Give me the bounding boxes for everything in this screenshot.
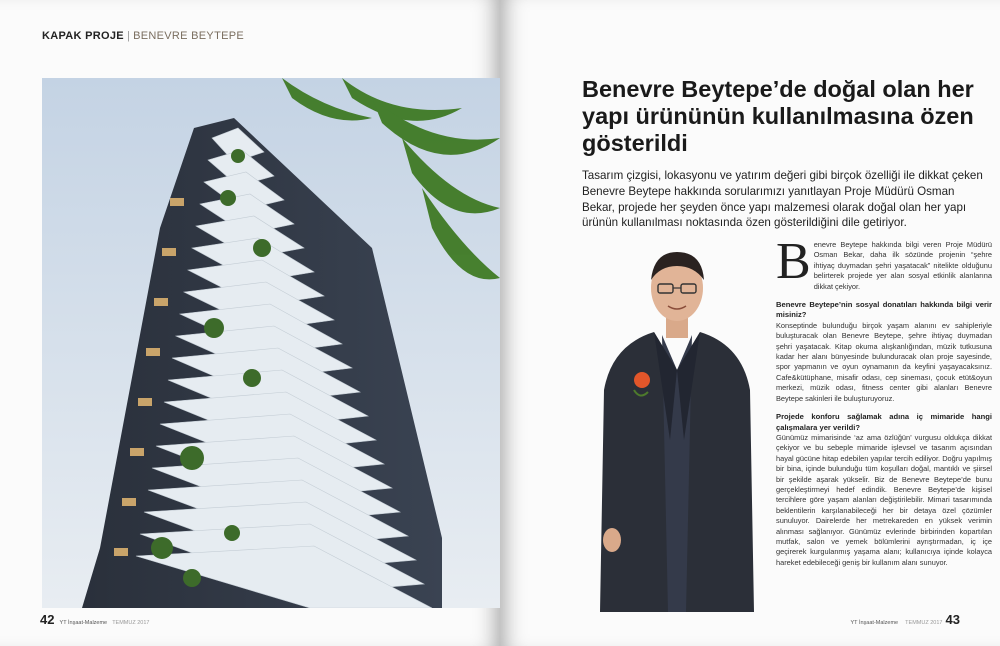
section-main: KAPAK PROJE bbox=[42, 30, 124, 42]
answer-1: Konseptinde bulunduğu birçok yaşam alanını ev sahipleriyle buluşturacak olan Benevre Beytepe, şehre ihtiyaç duymadan şehri yaşatacak. Kitap okuma alışkanlığından, müzik tutkusuna kadar her alanı bünyesinde bulunduracak olan proje sayesinde, spor yapmanın ve oyun oynamanın da keyfini yaşayacaksınız. Cafe&kütüphane, misafir odası, cep sineması, çocuk etüt&oyun merkezi, müzik odası, fitness center gibi alanları Benevre Beytepe sakinleri ile buluşturuyoruz. bbox=[776, 320, 992, 403]
question-1: Benevre Beytepe’nin sosyal donatıları hakkında bilgi verir misiniz? bbox=[776, 300, 992, 320]
section-label bbox=[42, 30, 244, 42]
magazine-name: YT İnşaat-Malzeme bbox=[850, 620, 899, 626]
folio-right bbox=[851, 612, 960, 627]
answer-2: Günümüz mimarisinde ‘az ama özlüğün’ vurgusu oldukça dikkat çekiyor ve bu sebeple mimaride işlevsel ve tasarım açısından hayal gücüne hitap edebilen yapılar tercih ediliyor. Doğru yapılmış bir bina, içinde bulunduğu tüm koşulları doğal, mantıklı ve şiirsel bir şekilde aşarak yükselir. Biz de Benevre Beytepe’de bunu gerçekleştirmeyi hedef edindik. Benevre Beytepe’de kişisel tercihlere göre yaşam alanları değiştirilebilir. Mimari tasarımında beklentilerin karşılanabileceği her bir detaya özel çözümler sunuluyor. Dairelerde her metrekareden en yüksek verimin alınması sağlanıyor. Günümüz evlerinde birbirinden kopartılan mutfak, salon ve yemek bölümlerini ayrıştırmadan, iç içe geçirerek kurgulanmış yaşama alanı; kullanıcıya içinde kolayca hareket edebileceği geniş bir kullanım alanı sunuyor. bbox=[776, 432, 992, 567]
portrait-illustration bbox=[582, 240, 772, 612]
building-photo bbox=[42, 78, 500, 608]
page-number: 43 bbox=[945, 612, 960, 627]
issue-date: TEMMUZ 2017 bbox=[905, 620, 943, 626]
building-illustration bbox=[42, 78, 500, 608]
section-separator: | bbox=[126, 30, 131, 42]
intro-paragraph bbox=[776, 233, 992, 292]
drop-cap: B bbox=[776, 233, 811, 290]
article-lead: Tasarım çizgisi, lokasyonu ve yatırım değeri gibi birçok özelliği ile dikkat çeken Benevre Beytepe hakkında sorularımızı yanıtlayan Proje Müdürü Osman Bekar, projede her şeyden önce yapı malzemesi olarak doğal olan her yapı ürünün kullanılması noktasında özen gösterildiğini dile getiriyor. bbox=[582, 169, 983, 230]
section-sub: BENEVRE BEYTEPE bbox=[133, 30, 244, 42]
article-headline: Benevre Beytepe’de doğal olan her yapı ürününün kullanılmasına özen gösterildi bbox=[582, 76, 974, 156]
issue-date: TEMMUZ 2017 bbox=[112, 620, 150, 626]
intro-text: enevre Beytepe hakkında bilgi veren Proje Müdürü Osman Bekar, daha ilk sözünde projenin “şehre ihtiyaç duymadan şehri yaşatacak” nitelikte olduğunu belirterek projede yer alan sosyal etkinlik alanlarına dikkat çekiyor. bbox=[813, 240, 992, 291]
page-number: 42 bbox=[40, 612, 55, 627]
magazine-name: YT İnşaat-Malzeme bbox=[59, 620, 108, 626]
portrait-photo bbox=[582, 240, 772, 612]
question-2: Projede konforu sağlamak adına iç mimaride hangi çalışmalara yer verildi? bbox=[776, 412, 992, 432]
right-page bbox=[500, 0, 1000, 646]
article-body bbox=[776, 233, 992, 576]
folio-left bbox=[40, 612, 149, 627]
